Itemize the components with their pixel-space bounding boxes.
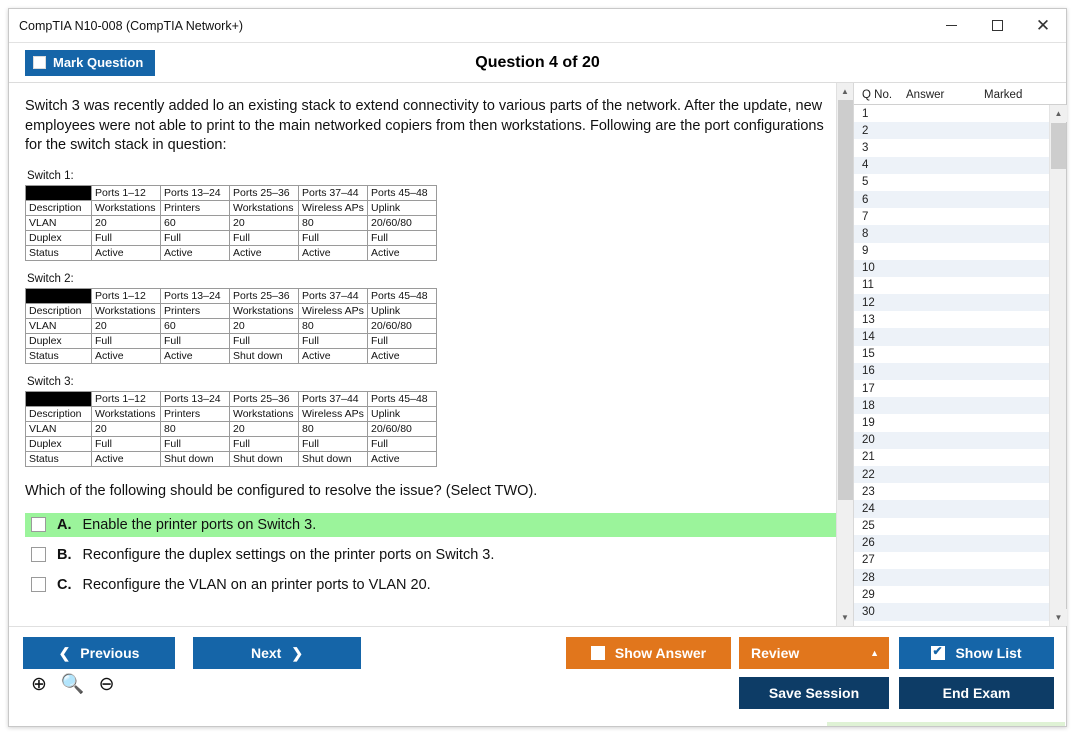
question-number: 16 (862, 365, 875, 378)
show-answer-label: Show Answer (614, 645, 707, 661)
table-cell: 60 (161, 318, 230, 333)
chevron-right-icon: ❯ (291, 644, 304, 661)
end-exam-label: End Exam (942, 685, 1011, 701)
option-letter: B. (57, 546, 72, 563)
table-cell: Shut down (230, 451, 299, 466)
question-number: 11 (862, 279, 874, 292)
question-list-row[interactable] (854, 483, 1049, 500)
table-cell: Active (161, 245, 230, 260)
table-row-header: VLAN (26, 318, 92, 333)
table-cell: Active (230, 245, 299, 260)
question-list-row[interactable] (854, 139, 1049, 156)
table-cell: Wireless APs (299, 303, 368, 318)
table-header-cell: Ports 13–24 (161, 391, 230, 406)
table-cell: 20 (92, 421, 161, 436)
question-list-row[interactable] (854, 603, 1049, 620)
question-rows[interactable] (854, 105, 1049, 626)
table-row (26, 333, 437, 348)
checkbox-icon[interactable] (31, 577, 46, 592)
question-list-row[interactable] (854, 449, 1049, 466)
table-cell: Full (161, 436, 230, 451)
table-cell: 20 (230, 215, 299, 230)
column-header-marked: Marked (984, 88, 1023, 101)
maximize-button[interactable] (974, 9, 1020, 42)
question-list-row[interactable] (854, 380, 1049, 397)
window-controls (928, 9, 1066, 42)
mark-question-button[interactable] (25, 50, 155, 76)
previous-button[interactable] (23, 637, 175, 669)
question-number: 7 (862, 210, 869, 223)
table-cell: Workstations (92, 200, 161, 215)
table-cell: 20 (92, 318, 161, 333)
switch-label: Switch 2: (27, 272, 74, 285)
show-list-button[interactable] (899, 637, 1054, 669)
table-cell: Active (299, 348, 368, 363)
question-number: 27 (862, 554, 875, 567)
table-cell: Full (92, 436, 161, 451)
review-dropdown-button[interactable] (739, 637, 889, 669)
table-cell: Full (161, 333, 230, 348)
question-number: 1 (862, 107, 869, 120)
table-row-header: VLAN (26, 215, 92, 230)
table-cell: Full (92, 333, 161, 348)
table-cell: Full (299, 230, 368, 245)
table-header-cell: Ports 45–48 (368, 288, 437, 303)
table-cell: 80 (161, 421, 230, 436)
table-cell: Active (92, 451, 161, 466)
show-list-label: Show List (955, 645, 1022, 661)
table-cell: Active (368, 245, 437, 260)
table-row-header: Duplex (26, 230, 92, 245)
minimize-icon (946, 25, 957, 26)
table-header-cell: Ports 45–48 (368, 185, 437, 200)
table-cell: Printers (161, 303, 230, 318)
question-list-row[interactable] (854, 208, 1049, 225)
table-row (26, 318, 437, 333)
question-list-row[interactable] (854, 277, 1049, 294)
switch-block (25, 273, 837, 364)
review-label: Review (751, 645, 800, 661)
question-number: 8 (862, 227, 869, 240)
switch-config-table (25, 288, 437, 364)
table-cell: Full (230, 230, 299, 245)
question-number: 3 (862, 141, 869, 154)
switch-block (25, 376, 837, 467)
save-session-label: Save Session (768, 685, 860, 701)
question-list-row[interactable] (854, 432, 1049, 449)
table-header-cell: Ports 37–44 (299, 288, 368, 303)
question-list-row[interactable] (854, 414, 1049, 431)
table-cell: Uplink (368, 200, 437, 215)
option-text: Enable the printer ports on Switch 3. (82, 516, 317, 533)
question-list-row[interactable] (854, 535, 1049, 552)
table-header-cell: Ports 13–24 (161, 288, 230, 303)
table-cell: 20/60/80 (368, 318, 437, 333)
question-list-row[interactable] (854, 569, 1049, 586)
table-cell: Workstations (92, 303, 161, 318)
question-list-row[interactable] (854, 122, 1049, 139)
table-corner-cell (26, 185, 92, 200)
list-scroll-down-icon[interactable]: ▼ (1050, 609, 1067, 626)
table-cell: Shut down (230, 348, 299, 363)
table-cell: Full (368, 436, 437, 451)
end-exam-button[interactable] (899, 677, 1054, 709)
table-cell: Active (368, 348, 437, 363)
page-title: Question 4 of 20 (475, 53, 600, 71)
table-cell: Workstations (92, 406, 161, 421)
question-number: 2 (862, 124, 869, 137)
checkbox-icon[interactable] (31, 517, 46, 532)
table-header-cell: Ports 37–44 (299, 391, 368, 406)
question-list-row[interactable] (854, 586, 1049, 603)
question-list-body (854, 105, 1066, 626)
table-header-cell: Ports 25–36 (230, 288, 299, 303)
table-row (26, 230, 437, 245)
question-list-row[interactable] (854, 311, 1049, 328)
show-answer-button[interactable] (566, 637, 731, 669)
table-cell: Workstations (230, 303, 299, 318)
table-cell: Wireless APs (299, 200, 368, 215)
question-number: 25 (862, 520, 875, 533)
checkbox-icon[interactable] (31, 547, 46, 562)
next-label: Next (250, 645, 282, 661)
table-cell: 20/60/80 (368, 215, 437, 230)
question-number: 23 (862, 485, 875, 498)
table-header-cell: Ports 1–12 (92, 288, 161, 303)
question-list-panel (853, 83, 1066, 626)
question-number: 14 (862, 331, 875, 344)
save-session-button[interactable] (739, 677, 889, 709)
minimize-button[interactable] (928, 9, 974, 42)
table-cell: Active (92, 348, 161, 363)
table-row-header: Status (26, 451, 92, 466)
question-number: 22 (862, 468, 875, 481)
maximize-icon (992, 20, 1003, 31)
zoom-out-icon[interactable]: ⊖ (98, 674, 115, 695)
question-list-row[interactable] (854, 363, 1049, 380)
table-row (26, 436, 437, 451)
table-cell: 20 (230, 421, 299, 436)
table-row-header: Duplex (26, 436, 92, 451)
table-row-header: Description (26, 406, 92, 421)
table-row-header: Description (26, 303, 92, 318)
answer-option-c[interactable] (25, 573, 837, 597)
table-header-cell: Ports 13–24 (161, 185, 230, 200)
table-cell: Shut down (161, 451, 230, 466)
table-cell: Full (368, 333, 437, 348)
table-cell: Active (299, 245, 368, 260)
table-corner-cell (26, 288, 92, 303)
column-header-qno: Q No. (862, 88, 893, 101)
question-list-row[interactable] (854, 174, 1049, 191)
option-letter: A. (57, 516, 72, 533)
table-cell: Workstations (230, 406, 299, 421)
table-row-header: Status (26, 245, 92, 260)
table-row-header: VLAN (26, 421, 92, 436)
scroll-up-icon[interactable]: ▲ (837, 83, 854, 100)
table-row (26, 451, 437, 466)
question-list-row[interactable] (854, 157, 1049, 174)
question-prompt: Which of the following should be configured to resolve the issue? (Select TWO). (25, 482, 538, 499)
table-row (26, 303, 437, 318)
zoom-controls (31, 675, 115, 694)
table-row-header: Description (26, 200, 92, 215)
question-list-scrollbar[interactable] (1049, 105, 1066, 626)
question-number: 20 (862, 434, 875, 447)
question-list-row[interactable] (854, 105, 1049, 122)
question-list-row[interactable] (854, 346, 1049, 363)
question-number: 9 (862, 245, 869, 258)
body-area (9, 83, 1066, 626)
table-header-cell: Ports 25–36 (230, 185, 299, 200)
question-list-row[interactable] (854, 225, 1049, 242)
show-list-checkbox-icon (931, 646, 945, 660)
footer-accent-strip (827, 722, 1065, 726)
switch-config-table (25, 391, 437, 467)
table-row (26, 200, 437, 215)
table-cell: 80 (299, 421, 368, 436)
previous-label: Previous (80, 645, 140, 661)
switch-label: Switch 1: (27, 169, 74, 182)
table-row (26, 348, 437, 363)
question-stem: Switch 3 was recently added lo an existing stack to extend connectivity to various parts of the network. After the update, new employees were not able to print to the main networked copiers from then workstations. Following are the port configurations for the switch stack in question: (25, 98, 824, 154)
table-header-cell: Ports 25–36 (230, 391, 299, 406)
question-number: 13 (862, 313, 875, 326)
table-cell: Uplink (368, 406, 437, 421)
table-cell: Full (92, 230, 161, 245)
content-scrollbar[interactable] (836, 83, 853, 626)
table-header-cell: Ports 37–44 (299, 185, 368, 200)
zoom-in-icon[interactable]: ⊕ (31, 674, 47, 695)
question-number: 5 (862, 176, 869, 189)
table-header-cell: Ports 1–12 (92, 185, 161, 200)
list-scroll-thumb[interactable] (1051, 123, 1066, 169)
question-number: 30 (862, 606, 875, 619)
question-list-header (854, 83, 1066, 105)
chevron-left-icon: ❮ (58, 644, 71, 661)
question-list-row[interactable] (854, 500, 1049, 517)
switch-label: Switch 3: (27, 375, 74, 388)
question-list-row[interactable] (854, 260, 1049, 277)
question-number: 28 (862, 571, 875, 584)
table-cell: 20 (230, 318, 299, 333)
option-letter: C. (57, 576, 72, 593)
window-title: CompTIA N10-008 (CompTIA Network+) (19, 18, 244, 33)
mark-checkbox-icon (33, 56, 46, 69)
table-cell: Shut down (299, 451, 368, 466)
table-cell: Full (230, 436, 299, 451)
table-cell: Printers (161, 200, 230, 215)
close-icon: ✕ (1035, 16, 1051, 35)
table-row (26, 406, 437, 421)
question-list-row[interactable] (854, 328, 1049, 345)
table-cell: Active (92, 245, 161, 260)
table-row (26, 421, 437, 436)
question-number: 15 (862, 348, 875, 361)
question-number: 12 (862, 296, 875, 309)
table-cell: 20 (92, 215, 161, 230)
question-number: 4 (862, 159, 869, 172)
answer-option-a[interactable] (25, 513, 837, 537)
question-number: 24 (862, 502, 875, 515)
table-cell: Active (161, 348, 230, 363)
mark-question-label: Mark Question (53, 55, 144, 70)
scroll-down-icon[interactable]: ▼ (837, 609, 854, 626)
question-list-row[interactable] (854, 552, 1049, 569)
footer-toolbar (9, 626, 1066, 726)
exam-window (8, 8, 1067, 727)
table-cell: 60 (161, 215, 230, 230)
question-number: 17 (862, 382, 875, 395)
table-cell: Full (230, 333, 299, 348)
option-text: Reconfigure the VLAN on an printer ports to VLAN 20. (82, 576, 431, 593)
zoom-icon[interactable]: 🔍 (60, 674, 85, 695)
question-number: 18 (862, 399, 875, 412)
table-header-row (26, 185, 437, 200)
question-list-row[interactable] (854, 243, 1049, 260)
table-row-header: Status (26, 348, 92, 363)
next-button[interactable] (193, 637, 361, 669)
show-answer-checkbox-icon (591, 646, 605, 660)
question-list-row[interactable] (854, 191, 1049, 208)
table-row (26, 215, 437, 230)
table-cell: Uplink (368, 303, 437, 318)
question-list-row[interactable] (854, 518, 1049, 535)
table-cell: Full (161, 230, 230, 245)
table-cell: Printers (161, 406, 230, 421)
answer-option-b[interactable] (25, 543, 837, 567)
switch-tables (25, 170, 837, 467)
table-cell: Active (368, 451, 437, 466)
table-header-row (26, 288, 437, 303)
table-cell: 80 (299, 215, 368, 230)
question-list-row[interactable] (854, 294, 1049, 311)
table-cell: Wireless APs (299, 406, 368, 421)
table-cell: 20/60/80 (368, 421, 437, 436)
list-scroll-up-icon[interactable]: ▲ (1050, 105, 1067, 122)
table-cell: Full (368, 230, 437, 245)
title-bar (9, 9, 1066, 43)
switch-block (25, 170, 837, 261)
table-cell: Full (299, 333, 368, 348)
scroll-thumb[interactable] (838, 100, 853, 500)
table-row-header: Duplex (26, 333, 92, 348)
column-header-answer: Answer (906, 88, 945, 101)
question-number: 6 (862, 193, 869, 206)
question-header (9, 43, 1066, 83)
question-content (9, 83, 853, 626)
question-list-row[interactable] (854, 466, 1049, 483)
question-number: 21 (862, 451, 875, 464)
question-number: 26 (862, 537, 875, 550)
table-header-row (26, 391, 437, 406)
table-row (26, 245, 437, 260)
question-number: 29 (862, 588, 875, 601)
question-list-row[interactable] (854, 397, 1049, 414)
close-button[interactable] (1020, 9, 1066, 42)
switch-config-table (25, 185, 437, 261)
table-header-cell: Ports 45–48 (368, 391, 437, 406)
table-cell: 80 (299, 318, 368, 333)
question-number: 19 (862, 416, 875, 429)
chevron-down-icon: ▲ (870, 648, 879, 658)
table-cell: Workstations (230, 200, 299, 215)
table-cell: Full (299, 436, 368, 451)
question-number: 10 (862, 262, 875, 275)
option-text: Reconfigure the duplex settings on the printer ports on Switch 3. (82, 546, 495, 563)
table-header-cell: Ports 1–12 (92, 391, 161, 406)
table-corner-cell (26, 391, 92, 406)
